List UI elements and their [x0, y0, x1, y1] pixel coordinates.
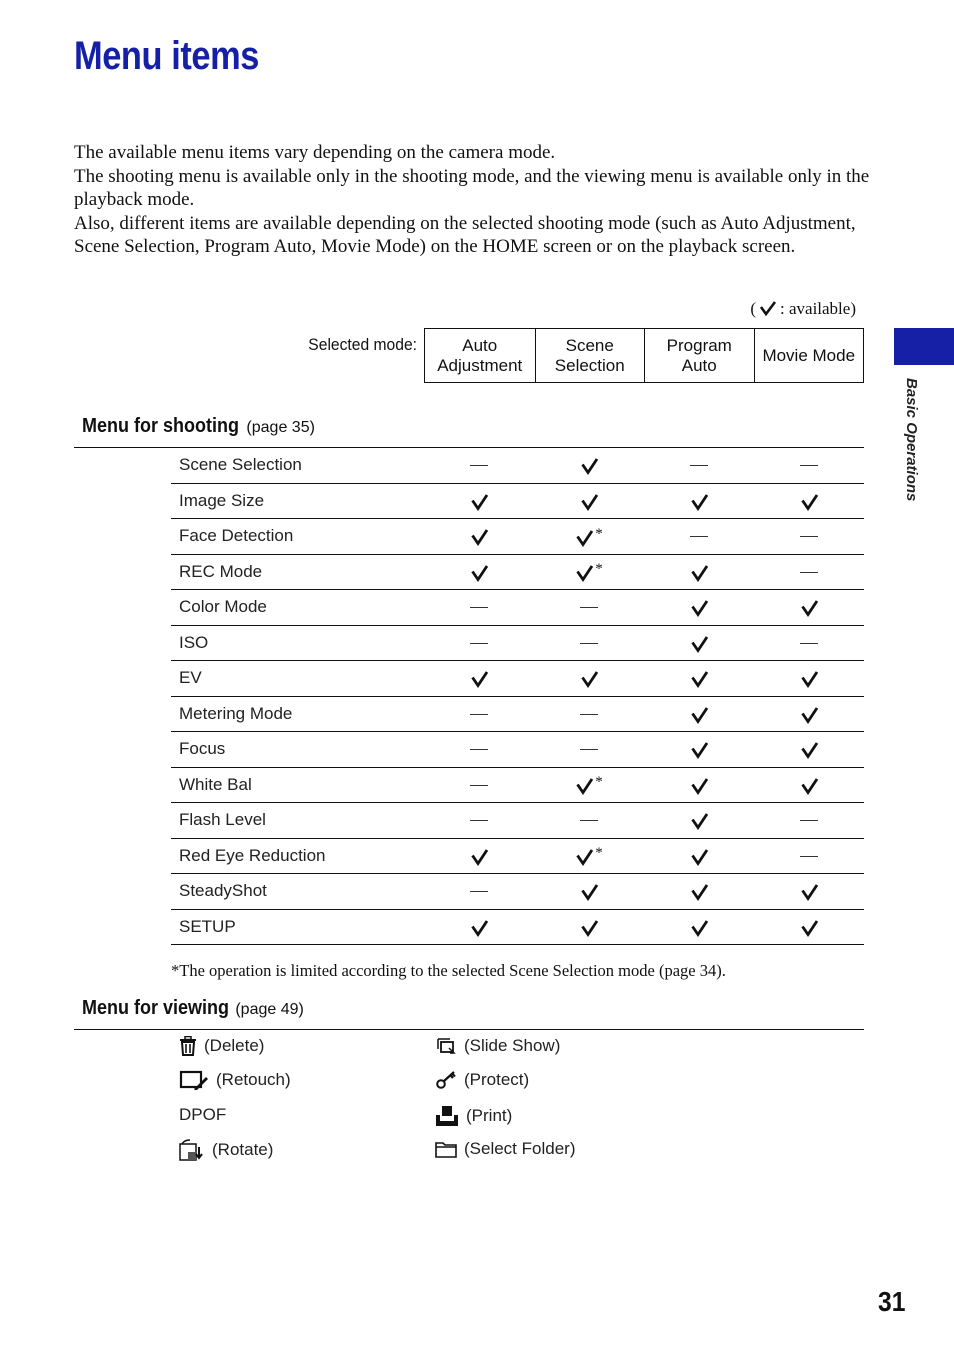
shooting-menu-table — [171, 448, 864, 945]
availability-cell — [754, 810, 864, 830]
checkmark-icon — [470, 847, 489, 866]
footnote-marker: * — [595, 845, 603, 862]
availability-cell — [424, 597, 534, 617]
checkmark-icon — [580, 492, 599, 511]
checkmark-icon — [759, 300, 777, 316]
menu-item-name: Face Detection — [179, 526, 294, 546]
availability-cell — [424, 455, 534, 475]
availability-cell — [644, 810, 754, 830]
unavailable-dash — [580, 607, 598, 608]
viewing-heading-title: Menu for viewing — [82, 997, 230, 1019]
unavailable-dash — [800, 465, 818, 466]
checkmark-icon — [800, 882, 819, 901]
viewing-menu-item — [435, 1105, 512, 1127]
availability-cell — [644, 739, 754, 759]
checkmark-icon — [470, 527, 489, 546]
checkmark-icon — [690, 598, 709, 617]
footnote-marker: * — [595, 525, 603, 542]
unavailable-dash — [800, 820, 818, 821]
availability-cell — [424, 704, 534, 724]
availability-cell — [644, 491, 754, 511]
checkmark-icon — [690, 669, 709, 688]
availability-cell — [534, 597, 644, 617]
availability-cell — [754, 491, 864, 511]
viewing-menu-label: (Retouch) — [216, 1070, 291, 1089]
viewing-menu-label: DPOF — [179, 1105, 227, 1124]
intro-paragraph: The available menu items vary depending on the camera mode. — [74, 142, 556, 163]
viewing-menu-label: (Delete) — [204, 1036, 265, 1055]
checkmark-icon — [690, 811, 709, 830]
table-row — [171, 768, 864, 804]
shooting-page-ref: (page 35) — [246, 419, 315, 436]
menu-item-name: Flash Level — [179, 810, 266, 830]
viewing-menu-item — [435, 1070, 529, 1090]
menu-item-name: EV — [179, 668, 202, 688]
unavailable-dash — [580, 820, 598, 821]
checkmark-icon — [800, 918, 819, 937]
checkmark-icon — [800, 740, 819, 759]
checkmark-icon — [690, 563, 709, 582]
print-icon — [435, 1105, 459, 1127]
table-row — [171, 661, 864, 697]
unavailable-dash — [470, 607, 488, 608]
table-row — [171, 590, 864, 626]
availability-cell — [424, 917, 534, 937]
unavailable-dash — [800, 536, 818, 537]
checkmark-icon — [575, 776, 594, 795]
availability-cell — [534, 668, 644, 688]
viewing-page-ref: (page 49) — [235, 1001, 304, 1018]
section-tab-label: Basic Operations — [903, 378, 920, 502]
availability-cell — [754, 668, 864, 688]
availability-cell — [644, 562, 754, 582]
checkmark-icon — [690, 776, 709, 795]
table-row — [171, 626, 864, 662]
availability-cell — [754, 562, 864, 582]
viewing-menu-item — [435, 1036, 560, 1056]
availability-cell — [644, 668, 754, 688]
availability-cell — [754, 739, 864, 759]
mode-scene-selection: Scene Selection — [535, 329, 645, 382]
menu-item-name: Scene Selection — [179, 455, 302, 475]
availability-cell — [644, 704, 754, 724]
availability-cell — [754, 526, 864, 546]
table-row — [171, 732, 864, 768]
mode-header — [424, 328, 864, 383]
checkmark-icon — [690, 492, 709, 511]
viewing-menu-label: (Rotate) — [212, 1140, 274, 1159]
viewing-menu-label: (Select Folder) — [464, 1139, 576, 1158]
unavailable-dash — [690, 465, 708, 466]
unavailable-dash — [580, 749, 598, 750]
checkmark-icon — [575, 563, 594, 582]
checkmark-icon — [690, 705, 709, 724]
availability-cell — [534, 739, 644, 759]
unavailable-dash — [580, 643, 598, 644]
table-row — [171, 697, 864, 733]
viewing-menu-item — [435, 1139, 575, 1159]
checkmark-icon — [580, 456, 599, 475]
page-title: Menu items — [74, 34, 259, 78]
table-row — [171, 874, 864, 910]
availability-cell — [424, 633, 534, 653]
availability-cell — [424, 881, 534, 901]
checkmark-icon — [800, 776, 819, 795]
unavailable-dash — [470, 714, 488, 715]
availability-cell — [424, 739, 534, 759]
checkmark-icon — [690, 740, 709, 759]
unavailable-dash — [800, 643, 818, 644]
availability-cell — [534, 845, 644, 866]
menu-item-name: Metering Mode — [179, 703, 293, 723]
checkmark-icon — [575, 528, 594, 547]
table-row — [171, 519, 864, 555]
mode-movie-mode: Movie Mode — [754, 329, 864, 382]
availability-cell — [534, 491, 644, 511]
availability-cell — [754, 846, 864, 866]
viewing-menu-item — [179, 1036, 264, 1056]
availability-cell — [644, 526, 754, 546]
legend-text: : available) — [780, 299, 856, 318]
availability-cell — [644, 917, 754, 937]
availability-cell — [534, 917, 644, 937]
menu-item-name: Red Eye Reduction — [179, 845, 326, 865]
checkmark-icon — [690, 882, 709, 901]
availability-cell — [754, 704, 864, 724]
availability-cell — [424, 846, 534, 866]
checkmark-icon — [470, 563, 489, 582]
menu-item-name: REC Mode — [179, 561, 263, 581]
mode-auto-adjustment: Auto Adjustment — [437, 335, 523, 375]
availability-cell — [534, 561, 644, 582]
shooting-heading-title: Menu for shooting — [82, 415, 239, 437]
checkmark-icon — [690, 918, 709, 937]
availability-cell — [644, 633, 754, 653]
availability-cell — [754, 455, 864, 475]
availability-cell — [644, 597, 754, 617]
availability-cell — [534, 526, 644, 547]
shooting-heading — [82, 415, 315, 438]
checkmark-icon — [690, 634, 709, 653]
availability-cell — [424, 775, 534, 795]
availability-cell — [424, 810, 534, 830]
unavailable-dash — [800, 856, 818, 857]
trash-icon — [179, 1036, 197, 1056]
table-row — [171, 839, 864, 875]
checkmark-icon — [470, 492, 489, 511]
availability-cell — [534, 774, 644, 795]
footnote-marker: * — [595, 561, 603, 578]
unavailable-dash — [690, 536, 708, 537]
availability-cell — [644, 846, 754, 866]
unavailable-dash — [800, 572, 818, 573]
slideshow-icon — [435, 1036, 457, 1056]
page-number: 31 — [878, 1286, 906, 1317]
availability-cell — [754, 881, 864, 901]
availability-cell — [644, 775, 754, 795]
retouch-icon — [179, 1070, 209, 1090]
checkmark-icon — [690, 847, 709, 866]
availability-cell — [754, 917, 864, 937]
table-row — [171, 555, 864, 591]
unavailable-dash — [470, 465, 488, 466]
table-row — [171, 484, 864, 520]
menu-item-name: Color Mode — [179, 597, 267, 617]
checkmark-icon — [800, 705, 819, 724]
intro-paragraph: The shooting menu is available only in the shooting mode, and the viewing menu is available only in the playback mode. — [74, 165, 870, 211]
availability-cell — [534, 704, 644, 724]
availability-cell — [644, 881, 754, 901]
viewing-menu-item — [179, 1070, 291, 1090]
intro-paragraph: Also, different items are available depending on the selected shooting mode (such as Auto Adjustment, Scene Selection, Program Auto, Movie Mode) on the HOME screen or on the playback screen. — [74, 212, 856, 258]
mode-program-auto: Program Auto — [644, 329, 754, 382]
intro-text — [74, 141, 874, 259]
menu-item-name: White Bal — [179, 774, 252, 794]
key-icon — [435, 1070, 457, 1090]
availability-cell — [534, 633, 644, 653]
section-rule — [74, 1029, 864, 1030]
availability-cell — [644, 455, 754, 475]
checkmark-icon — [470, 669, 489, 688]
availability-cell — [424, 526, 534, 546]
unavailable-dash — [470, 820, 488, 821]
viewing-menu-label: (Protect) — [464, 1070, 530, 1089]
section-tab — [894, 328, 954, 365]
table-row — [171, 448, 864, 484]
viewing-menu-item — [179, 1105, 226, 1125]
menu-item-name: SETUP — [179, 916, 236, 936]
availability-cell — [424, 491, 534, 511]
checkmark-icon — [580, 918, 599, 937]
availability-cell — [754, 597, 864, 617]
menu-item-name: SteadyShot — [179, 881, 267, 901]
selected-mode-label: Selected mode: — [308, 335, 417, 354]
folder-icon — [435, 1140, 457, 1158]
availability-cell — [754, 633, 864, 653]
checkmark-icon — [580, 882, 599, 901]
unavailable-dash — [470, 749, 488, 750]
footnote: *The operation is limited according to the selected Scene Selection mode (page 34). — [171, 961, 726, 980]
checkmark-icon — [800, 669, 819, 688]
unavailable-dash — [580, 714, 598, 715]
unavailable-dash — [470, 643, 488, 644]
availability-legend — [700, 299, 856, 319]
footnote-marker: * — [595, 774, 603, 791]
table-row — [171, 910, 864, 946]
checkmark-icon — [800, 598, 819, 617]
rotate-icon — [179, 1139, 205, 1161]
viewing-menu-label: (Print) — [466, 1106, 513, 1125]
viewing-menu-label: (Slide Show) — [464, 1036, 561, 1055]
viewing-heading — [82, 997, 304, 1020]
checkmark-icon — [470, 918, 489, 937]
availability-cell — [534, 881, 644, 901]
availability-cell — [424, 668, 534, 688]
menu-item-name: Image Size — [179, 490, 265, 510]
availability-cell — [534, 455, 644, 475]
availability-cell — [424, 562, 534, 582]
legend-open: ( — [750, 299, 756, 318]
unavailable-dash — [470, 891, 488, 892]
checkmark-icon — [575, 847, 594, 866]
availability-cell — [534, 810, 644, 830]
menu-item-name: ISO — [179, 632, 209, 652]
table-row — [171, 803, 864, 839]
viewing-menu-item — [179, 1139, 273, 1161]
availability-cell — [754, 775, 864, 795]
unavailable-dash — [470, 785, 488, 786]
checkmark-icon — [580, 669, 599, 688]
checkmark-icon — [800, 492, 819, 511]
menu-item-name: Focus — [179, 739, 226, 759]
